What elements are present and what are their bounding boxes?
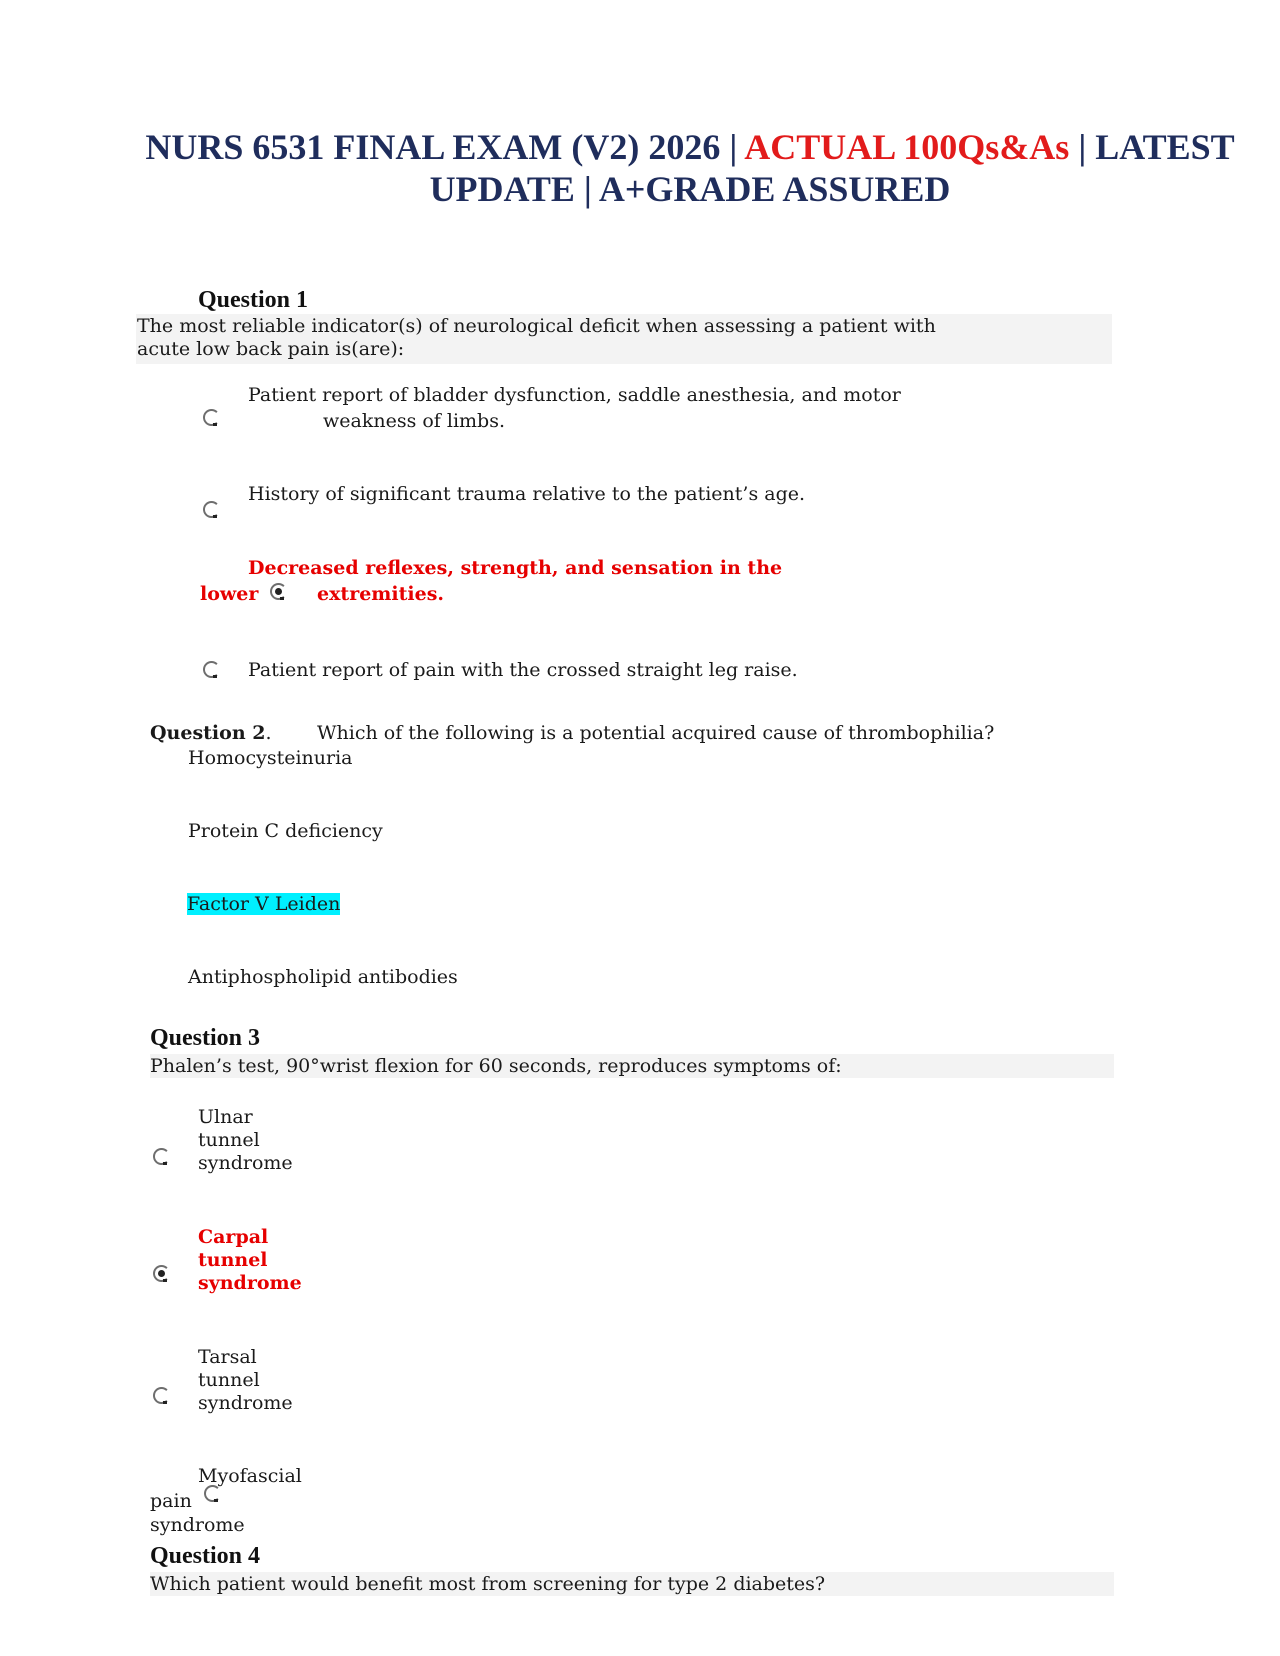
question-4-heading: Question 4 <box>150 1543 261 1569</box>
question-2-option-1: Homocysteinuria <box>188 747 353 769</box>
question-3-option-4-line-3: syndrome <box>150 1514 245 1536</box>
question-1-option-4-radio[interactable] <box>203 661 220 678</box>
question-2-number-suffix: . <box>265 722 272 744</box>
question-2-option-2: Protein C deficiency <box>188 820 383 842</box>
title-part-2: ACTUAL 100Qs&As <box>737 127 1079 167</box>
question-3-option-2-line-2: tunnel <box>198 1249 268 1271</box>
question-3-option-1-radio[interactable] <box>153 1148 170 1165</box>
question-1-prompt-line-1: The most reliable indicator(s) of neurological deficit when assessing a patient with <box>137 315 936 337</box>
question-3-option-4-line-1: Myofascial <box>198 1465 302 1487</box>
question-3-option-2-radio-selected[interactable] <box>153 1265 170 1282</box>
question-3-option-1-line-1: Ulnar <box>198 1106 253 1128</box>
question-1-option-3-line-1: Decreased reflexes, strength, and sensation in the <box>248 557 783 579</box>
question-2-label: Question 2 <box>150 722 266 744</box>
question-3-heading: Question 3 <box>150 1025 261 1051</box>
question-3-option-4-line-2: pain <box>150 1490 192 1512</box>
question-1-prompt-line-2: acute low back pain is(are): <box>137 338 405 360</box>
question-1-option-4: Patient report of pain with the crossed straight leg raise. <box>248 659 798 681</box>
document-title-line-2: UPDATE | A+GRADE ASSURED <box>429 169 951 209</box>
question-1-heading: Question 1 <box>198 287 309 313</box>
question-2-option-4: Antiphospholipid antibodies <box>188 966 458 988</box>
question-2-prompt: Which of the following is a potential acquired cause of thrombophilia? <box>317 722 995 744</box>
question-2-heading <box>150 722 272 744</box>
question-1-option-1-line-2: weakness of limbs. <box>323 410 506 432</box>
question-4-prompt: Which patient would benefit most from screening for type 2 diabetes? <box>150 1573 826 1595</box>
question-2-option-3-highlighted: Factor V Leiden <box>187 893 341 915</box>
question-3-option-3-line-1: Tarsal <box>198 1346 257 1368</box>
question-3-option-4-radio[interactable] <box>204 1485 221 1502</box>
question-3-option-3-radio[interactable] <box>153 1387 170 1404</box>
question-3-option-3-line-2: tunnel <box>198 1369 260 1391</box>
question-1-option-3-radio-selected[interactable] <box>270 583 287 600</box>
question-1-option-3-word: lower <box>200 583 259 605</box>
question-1-option-2: History of significant trauma relative to the patient’s age. <box>248 483 806 505</box>
question-3-option-1-line-2: tunnel <box>198 1129 260 1151</box>
question-1-option-3-line-2: extremities. <box>317 583 445 605</box>
question-3-option-3-line-3: syndrome <box>198 1392 293 1414</box>
question-3-option-2-line-1: Carpal <box>198 1226 269 1248</box>
question-1-option-1-line-1: Patient report of bladder dysfunction, saddle anesthesia, and motor <box>248 384 901 406</box>
question-1-option-2-radio[interactable] <box>203 501 220 518</box>
document-title <box>100 126 1280 168</box>
title-part-3: | LATEST <box>1078 127 1235 167</box>
question-1-option-1-radio[interactable] <box>203 409 220 426</box>
question-3-prompt: Phalen’s test, 90°wrist flexion for 60 seconds, reproduces symptoms of: <box>150 1055 842 1077</box>
question-3-option-2-line-3: syndrome <box>198 1272 302 1294</box>
question-3-option-1-line-3: syndrome <box>198 1152 293 1174</box>
title-part-1: NURS 6531 FINAL EXAM (V2) 2026 | <box>145 127 738 167</box>
